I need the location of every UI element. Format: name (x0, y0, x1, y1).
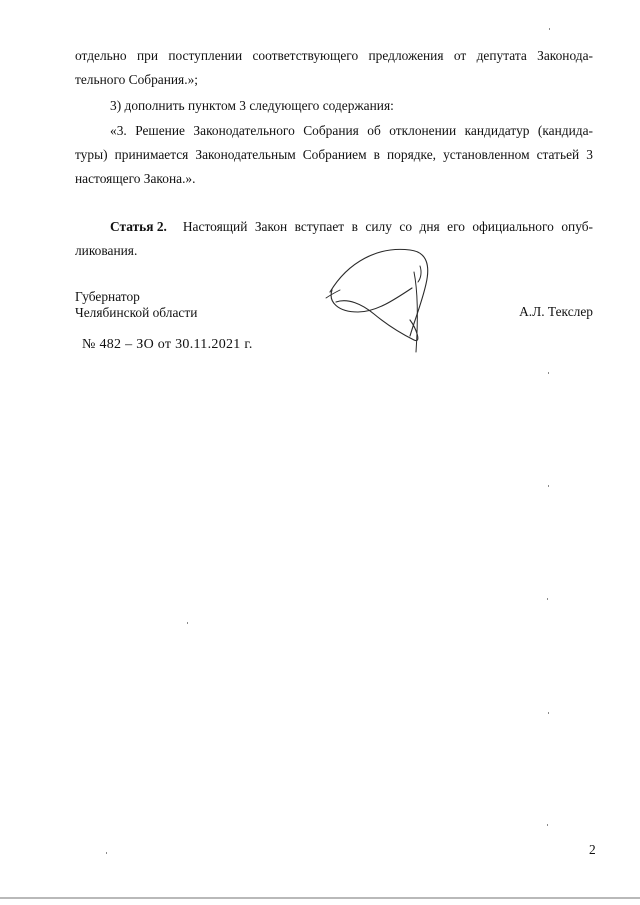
scan-artifact (549, 28, 550, 30)
scan-bottom-edge (0, 897, 640, 899)
signatory-title-line-2: Челябинской области (75, 305, 198, 320)
paragraph-2-line-1: 3) дополнить пунктом 3 следующего содержания: (110, 98, 394, 113)
scan-artifact (548, 372, 549, 374)
law-number-and-date: № 482 – ЗО от 30.11.2021 г. (82, 337, 253, 352)
paragraph-3-line-3: настоящего Закона.». (75, 171, 196, 186)
article-2-line-2: ликования. (75, 243, 138, 258)
page-number: 2 (589, 842, 596, 857)
paragraph-3-line-2: туры) принимается Законодательным Собранием в порядке, установленном статьей 3 (75, 147, 593, 162)
scan-artifact (548, 712, 549, 714)
article-2-label: Статья 2. (110, 219, 167, 234)
scan-artifact (187, 622, 188, 624)
scan-artifact (106, 852, 107, 854)
scan-artifact (548, 485, 549, 487)
paragraph-1-line-1: отдельно при поступлении соответствующего предложения от депутата Законода- (75, 48, 593, 63)
scan-artifact (547, 824, 548, 826)
paragraph-3-line-1: «3. Решение Законодательного Собрания об отклонении кандидатур (кандида- (110, 123, 593, 138)
signatory-title-line-1: Губернатор (75, 289, 140, 304)
paragraph-1-line-2: тельного Собрания.»; (75, 72, 198, 87)
scan-artifact (547, 598, 548, 600)
signatory-name: А.Л. Текслер (519, 304, 593, 319)
article-2-text: Настоящий Закон вступает в силу со дня его официального опуб- (182, 219, 593, 234)
handwritten-signature (318, 232, 438, 357)
